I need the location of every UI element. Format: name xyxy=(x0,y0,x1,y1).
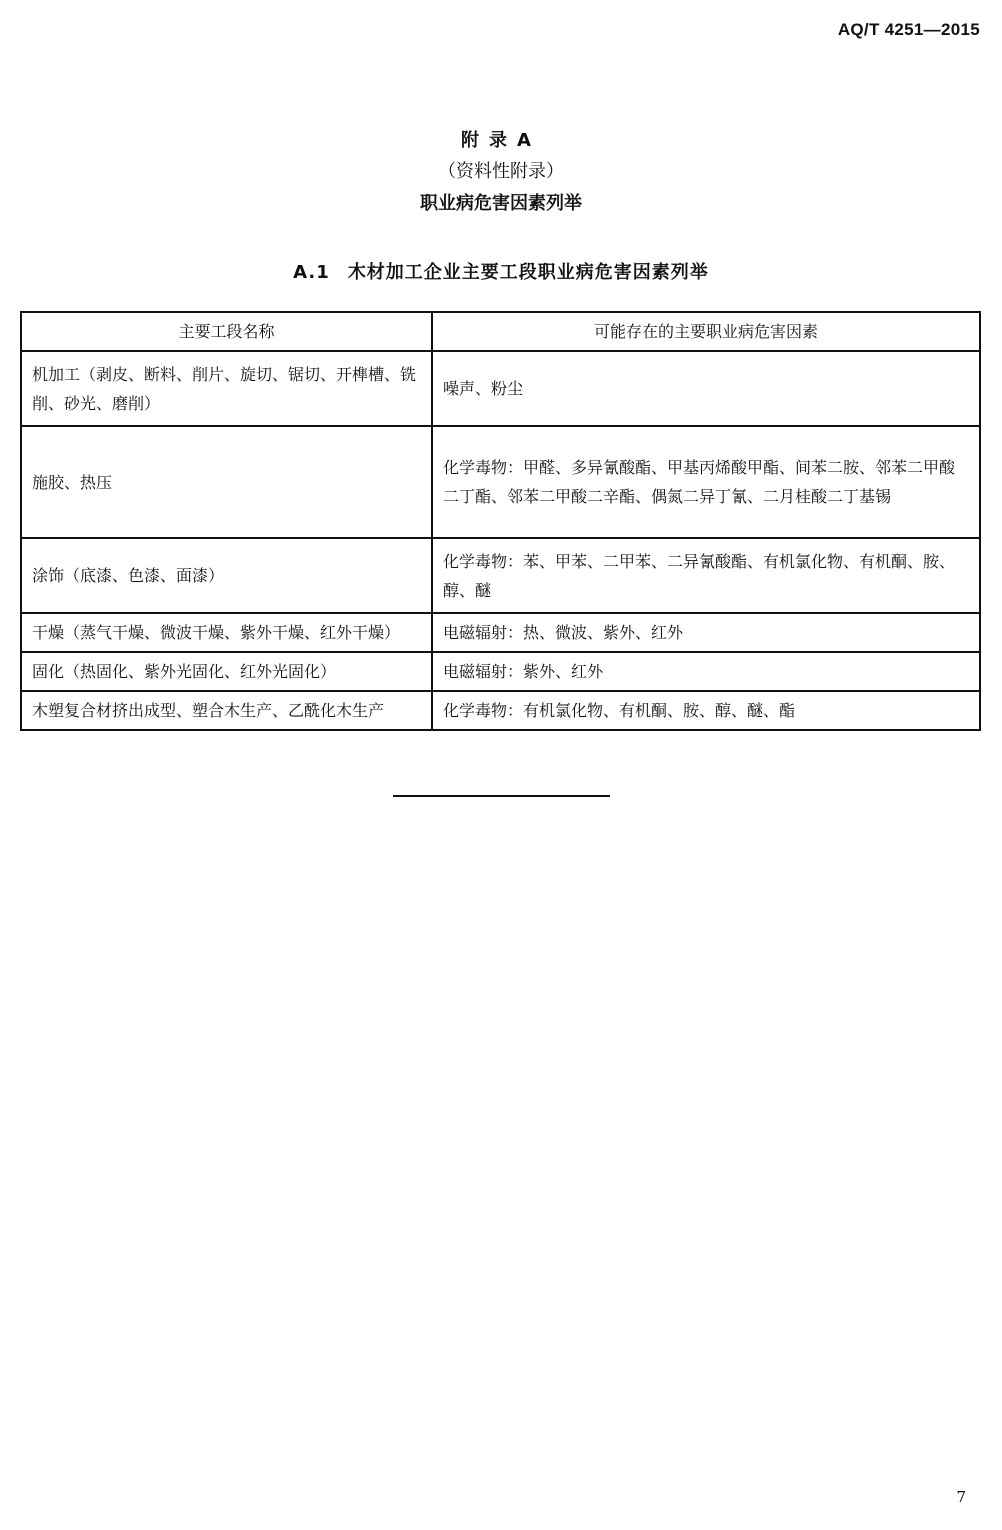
section-title-text: 木材加工企业主要工段职业病危害因素列举 xyxy=(347,262,709,283)
appendix-heading: 职业病危害因素列举 xyxy=(420,193,582,214)
process-cell: 机加工（剥皮、断料、削片、旋切、锯切、开榫槽、铣削、砂光、磨削） xyxy=(21,351,432,426)
appendix-header xyxy=(0,126,1002,220)
hazards-cell: 化学毒物：有机氯化物、有机酮、胺、醇、醚、酯 xyxy=(432,691,980,730)
table-header-row xyxy=(21,312,980,351)
appendix-title: 附录A xyxy=(461,130,541,151)
hazards-cell: 噪声、粉尘 xyxy=(432,351,980,426)
end-rule xyxy=(393,795,610,797)
section-number: A.1 xyxy=(293,262,330,283)
column-header-hazards: 可能存在的主要职业病危害因素 xyxy=(432,312,980,351)
appendix-type: （资料性附录） xyxy=(438,161,564,182)
process-cell: 木塑复合材挤出成型、塑合木生产、乙酰化木生产 xyxy=(21,691,432,730)
table-row xyxy=(21,426,980,538)
hazards-cell: 电磁辐射：紫外、红外 xyxy=(432,652,980,691)
process-cell: 固化（热固化、紫外光固化、红外光固化） xyxy=(21,652,432,691)
table-row xyxy=(21,691,980,730)
hazards-cell: 电磁辐射：热、微波、紫外、红外 xyxy=(432,613,980,652)
standard-code: AQ/T 4251—2015 xyxy=(837,20,980,39)
hazard-table xyxy=(20,311,981,731)
process-cell: 施胶、热压 xyxy=(21,426,432,538)
table-row xyxy=(21,652,980,691)
section-title xyxy=(0,258,1002,284)
process-cell: 涂饰（底漆、色漆、面漆） xyxy=(21,538,432,613)
table-row xyxy=(21,538,980,613)
page-number: 7 xyxy=(956,1488,966,1506)
hazards-cell: 化学毒物：甲醛、多异氰酸酯、甲基丙烯酸甲酯、间苯二胺、邻苯二甲酸二丁酯、邻苯二甲酸二辛酯、偶氮二异丁氰、二月桂酸二丁基锡 xyxy=(432,426,980,538)
column-header-process: 主要工段名称 xyxy=(21,312,432,351)
process-cell: 干燥（蒸气干燥、微波干燥、紫外干燥、红外干燥） xyxy=(21,613,432,652)
hazards-cell: 化学毒物：苯、甲苯、二甲苯、二异氰酸酯、有机氯化物、有机酮、胺、醇、醚 xyxy=(432,538,980,613)
table-row xyxy=(21,351,980,426)
table-row xyxy=(21,613,980,652)
